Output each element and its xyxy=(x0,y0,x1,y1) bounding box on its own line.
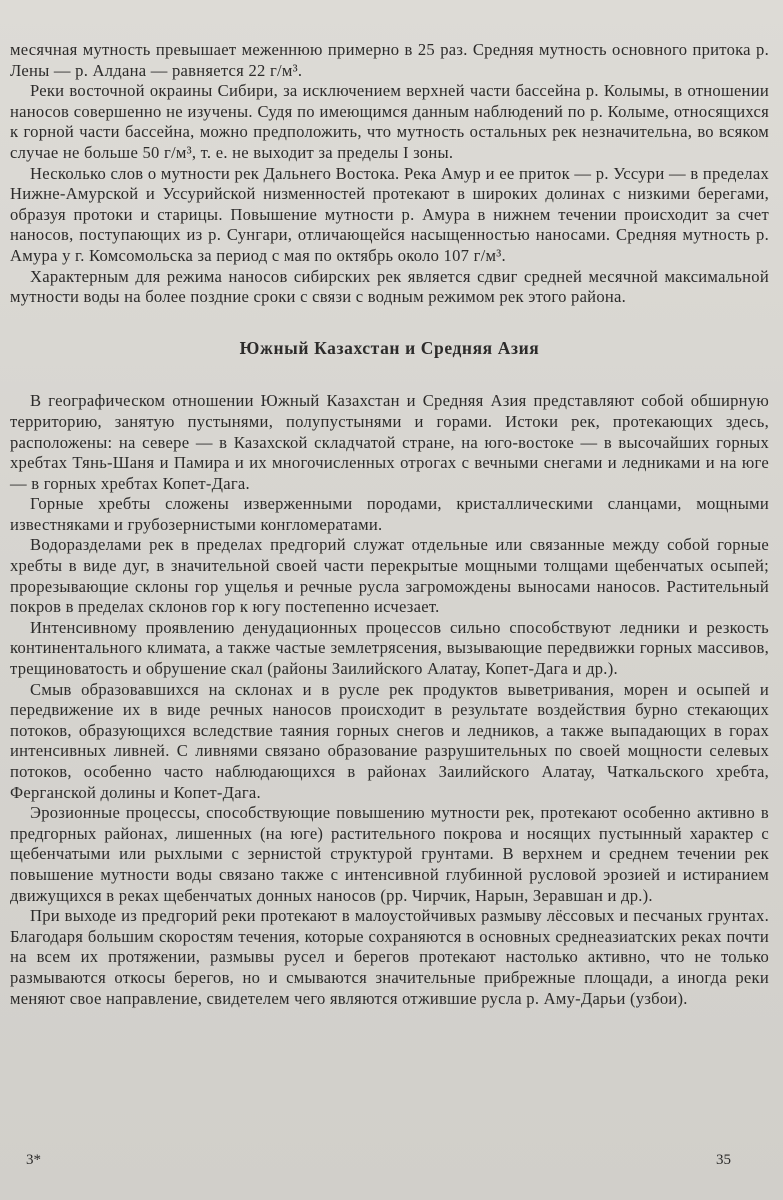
paragraph: месячная мутность превышает меженнюю примерно в 25 раз. Средняя мутность основного притока р. Лены — р. Алдана — равняется 22 г/м³. xyxy=(10,40,769,80)
page-number: 35 xyxy=(716,1152,731,1168)
page-text xyxy=(10,40,769,1009)
paragraph: В географическом отношении Южный Казахстан и Средняя Азия представляют собой обширную территорию, занятую пустынями, полупустынями и горами. Истоки рек, протекающих здесь, расположены: на севере — в Казахской складчатой стране, на юго-востоке — в высочайших горных хребтах Тянь-Шаня и Памира и их многочисленных отрогах с вечными снегами и ледниками и на юге — в горных хребтах Копет-Дага. xyxy=(10,391,769,493)
paragraph: Несколько слов о мутности рек Дальнего Востока. Река Амур и ее приток — р. Уссури — в пределах Нижне-Амурской и Уссурийской низменностей протекают в широких долинах с низкими берегами, образуя протоки и старицы. Повышение мутности р. Амура в нижнем течении происходит за счет наносов, поступающих из р. Сунгари, отличающейся насыщенностью наносами. Средняя мутность р. Амура у г. Комсомольска за период с мая по октябрь около 107 г/м³. xyxy=(10,163,769,265)
paragraph: Смыв образовавшихся на склонах и в русле рек продуктов выветривания, морен и осыпей и передвижение их в виде речных наносов происходит в результате воздействия бурно стекающих потоков, образующихся вследствие таяния горных снегов и ледников, а также выпадающих в горах интенсивных ливней. С ливнями связано образование разрушительных по своей мощности селевых потоков, особенно часто наблюдающихся в районах Заилийского Алатау, Чаткальского хребта, Ферганской долины и Копет-Дага. xyxy=(10,679,769,802)
paragraph: Горные хребты сложены изверженными породами, кристаллическими сланцами, мощными известняками и грубозернистыми конгломератами. xyxy=(10,494,769,534)
top-paragraphs xyxy=(10,40,769,308)
signature-mark: 3* xyxy=(26,1152,41,1168)
paragraph: Реки восточной окраины Сибири, за исключением верхней части бассейна р. Колымы, в отношении наносов совершенно не изучены. Судя по имеющимся данным наблюдений по р. Колыме, относящихся к горной части бассейна, можно предположить, что мутность остальных рек незначительна, во всяком случае не больше 50 г/м³, т. е. не выходит за пределы I зоны. xyxy=(10,81,769,162)
paragraph: Характерным для режима наносов сибирских рек является сдвиг средней месячной максимальной мутности воды на более поздние сроки с связи с водным режимом рек этого района. xyxy=(10,266,769,307)
paragraph: Эрозионные процессы, способствующие повышению мутности рек, протекают особенно активно в предгорных районах, лишенных (на юге) растительного покрова и носящих пустынный характер с щебенчатыми или рыхлыми с зернистой структурой грунтами. В верхнем и среднем течении рек повышение мутности воды связано также с интенсивной глубинной русловой эрозией и истиранием движущихся в реках щебенчатых донных наносов (рр. Чирчик, Нарын, Зеравшан и др.). xyxy=(10,803,769,905)
section-paragraphs xyxy=(10,391,769,1009)
section-heading: Южный Казахстан и Средняя Азия xyxy=(239,337,540,358)
paragraph: Водоразделами рек в пределах предгорий служат отдельные или связанные между собой горные хребты в виде дуг, в значительной своей части перекрытые мощными толщами щебенчатых осыпей; прорезывающие склоны гор ущелья и речные русла загромождены выносами наносов. Растительный покров в пределах склонов гор к югу постепенно исчезает. xyxy=(10,535,769,617)
paragraph: При выходе из предгорий реки протекают в малоустойчивых размыву лёссовых и песчаных грунтах. Благодаря большим скоростям течения, которые сохраняются в основных среднеазиатских реках почти на всем их протяжении, размывы русел и берегов протекают настолько активно, что не только размываются откосы берегов, но и смываются значительные прибрежные площади, а иногда реки меняют свое направление, свидетелем чего являются отжившие русла р. Аму-Дарьи (узбои). xyxy=(10,906,769,1008)
paragraph: Интенсивному проявлению денудационных процессов сильно способствуют ледники и резкость континентального климата, а также частые землетрясения, вызывающие передвижки горных массивов, трещиноватость и обрушение скал (районы Заилийского Алатау, Копет-Дага и др.). xyxy=(10,617,769,679)
